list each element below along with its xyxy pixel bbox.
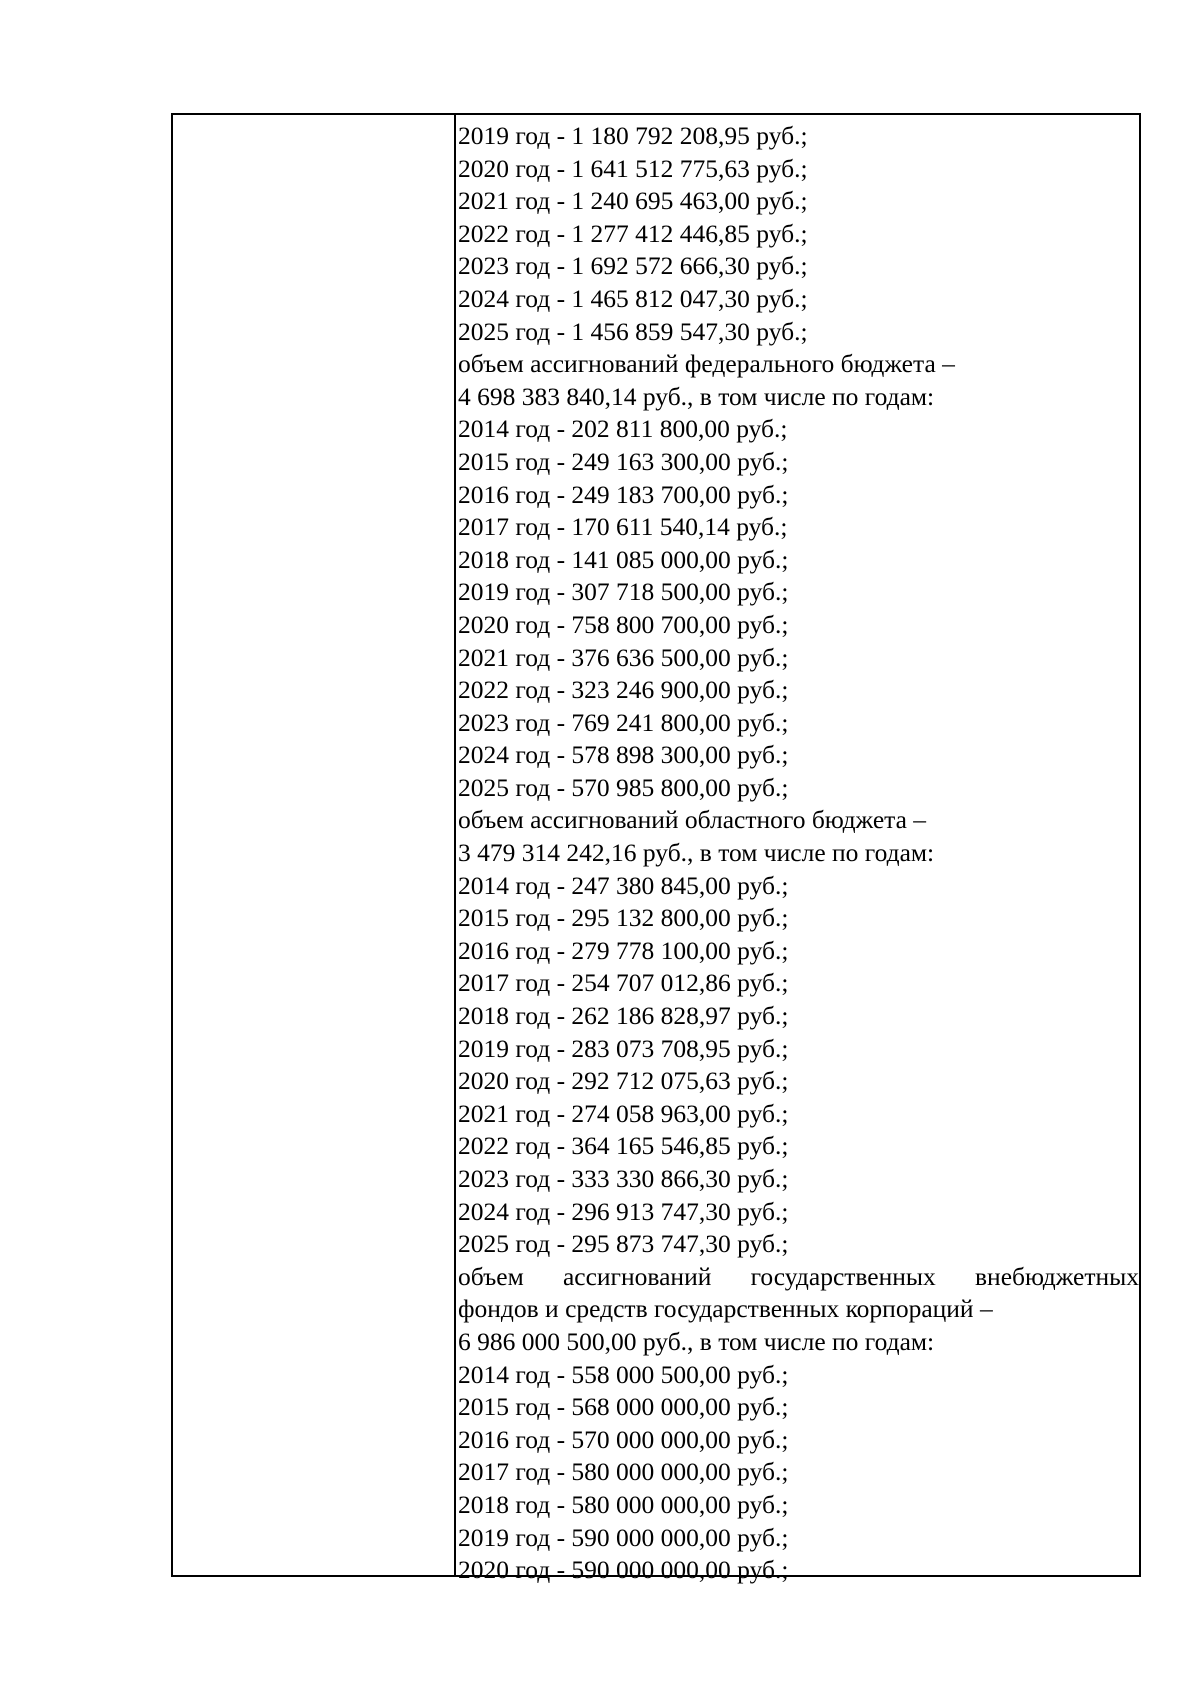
text-line: 2019 год - 590 000 000,00 руб.;	[458, 1522, 789, 1552]
total-line: 3 479 314 242,16 руб., в том числе по годам:	[458, 838, 935, 868]
total-line: 4 698 383 840,14 руб., в том числе по годам:	[458, 381, 935, 411]
section-heading-line: объем ассигнований государственных внебюджетных	[458, 1261, 1139, 1291]
table-right-cell	[456, 115, 1139, 1585]
funding-table	[171, 113, 1141, 1585]
text-line: 2025 год - 570 985 800,00 руб.;	[458, 772, 789, 802]
text-line: 2020 год - 292 712 075,63 руб.;	[458, 1066, 789, 1096]
text-line: 2015 год - 295 132 800,00 руб.;	[458, 903, 789, 933]
section-heading-line: объем ассигнований областного бюджета –	[458, 805, 927, 835]
text-line: 2020 год - 1 641 512 775,63 руб.;	[458, 153, 808, 183]
text-line: 2022 год - 364 165 546,85 руб.;	[458, 1131, 789, 1161]
text-line: 2017 год - 254 707 012,86 руб.;	[458, 968, 789, 998]
text-line: 2021 год - 376 636 500,00 руб.;	[458, 642, 789, 672]
text-line: 2025 год - 295 873 747,30 руб.;	[458, 1229, 789, 1259]
text-line: 2016 год - 570 000 000,00 руб.;	[458, 1424, 789, 1454]
text-line: 2023 год - 769 241 800,00 руб.;	[458, 707, 789, 737]
text-line: 2018 год - 262 186 828,97 руб.;	[458, 1001, 789, 1031]
total-line: 6 986 000 500,00 руб., в том числе по годам:	[458, 1326, 935, 1356]
table-left-cell	[173, 115, 456, 1575]
text-line: 2023 год - 333 330 866,30 руб.;	[458, 1164, 789, 1193]
text-line: 2020 год - 590 000 000,00 руб.;	[458, 1555, 789, 1585]
text-line: 2017 год - 580 000 000,00 руб.;	[458, 1457, 789, 1487]
text-line: 2018 год - 580 000 000,00 руб.;	[458, 1489, 789, 1519]
text-line: 2018 год - 141 085 000,00 руб.;	[458, 544, 789, 574]
text-line: 2024 год - 1 465 812 047,30 руб.;	[458, 283, 808, 313]
text-line: 2019 год - 283 073 708,95 руб.;	[458, 1033, 789, 1063]
text-line: 2016 год - 279 778 100,00 руб.;	[458, 935, 789, 965]
text-line: 2015 год - 568 000 000,00 руб.;	[458, 1392, 789, 1422]
text-line: 2014 год - 558 000 500,00 руб.;	[458, 1359, 789, 1389]
text-line: 2015 год - 249 163 300,00 руб.;	[458, 446, 789, 476]
text-line: 2020 год - 758 800 700,00 руб.;	[458, 609, 789, 639]
text-line: 2024 год - 578 898 300,00 руб.;	[458, 740, 789, 770]
text-line: 2019 год - 1 180 792 208,95 руб.;	[458, 121, 808, 150]
section-heading-line: фондов и средств государственных корпораций –	[458, 1294, 993, 1324]
text-line: 2017 год - 170 611 540,14 руб.;	[458, 512, 788, 542]
text-line: 2016 год - 249 183 700,00 руб.;	[458, 479, 789, 509]
text-line: 2019 год - 307 718 500,00 руб.;	[458, 577, 789, 607]
text-line: 2025 год - 1 456 859 547,30 руб.;	[458, 316, 808, 346]
text-line: 2022 год - 323 246 900,00 руб.;	[458, 675, 789, 705]
section-heading-line: объем ассигнований федерального бюджета –	[458, 349, 955, 379]
text-line: 2021 год - 274 058 963,00 руб.;	[458, 1098, 789, 1128]
text-line: 2014 год - 202 811 800,00 руб.;	[458, 414, 788, 444]
text-line: 2024 год - 296 913 747,30 руб.;	[458, 1196, 789, 1226]
text-line: 2023 год - 1 692 572 666,30 руб.;	[458, 251, 808, 281]
text-line: 2022 год - 1 277 412 446,85 руб.;	[458, 218, 808, 248]
text-line: 2021 год - 1 240 695 463,00 руб.;	[458, 186, 808, 216]
text-line: 2014 год - 247 380 845,00 руб.;	[458, 870, 789, 900]
